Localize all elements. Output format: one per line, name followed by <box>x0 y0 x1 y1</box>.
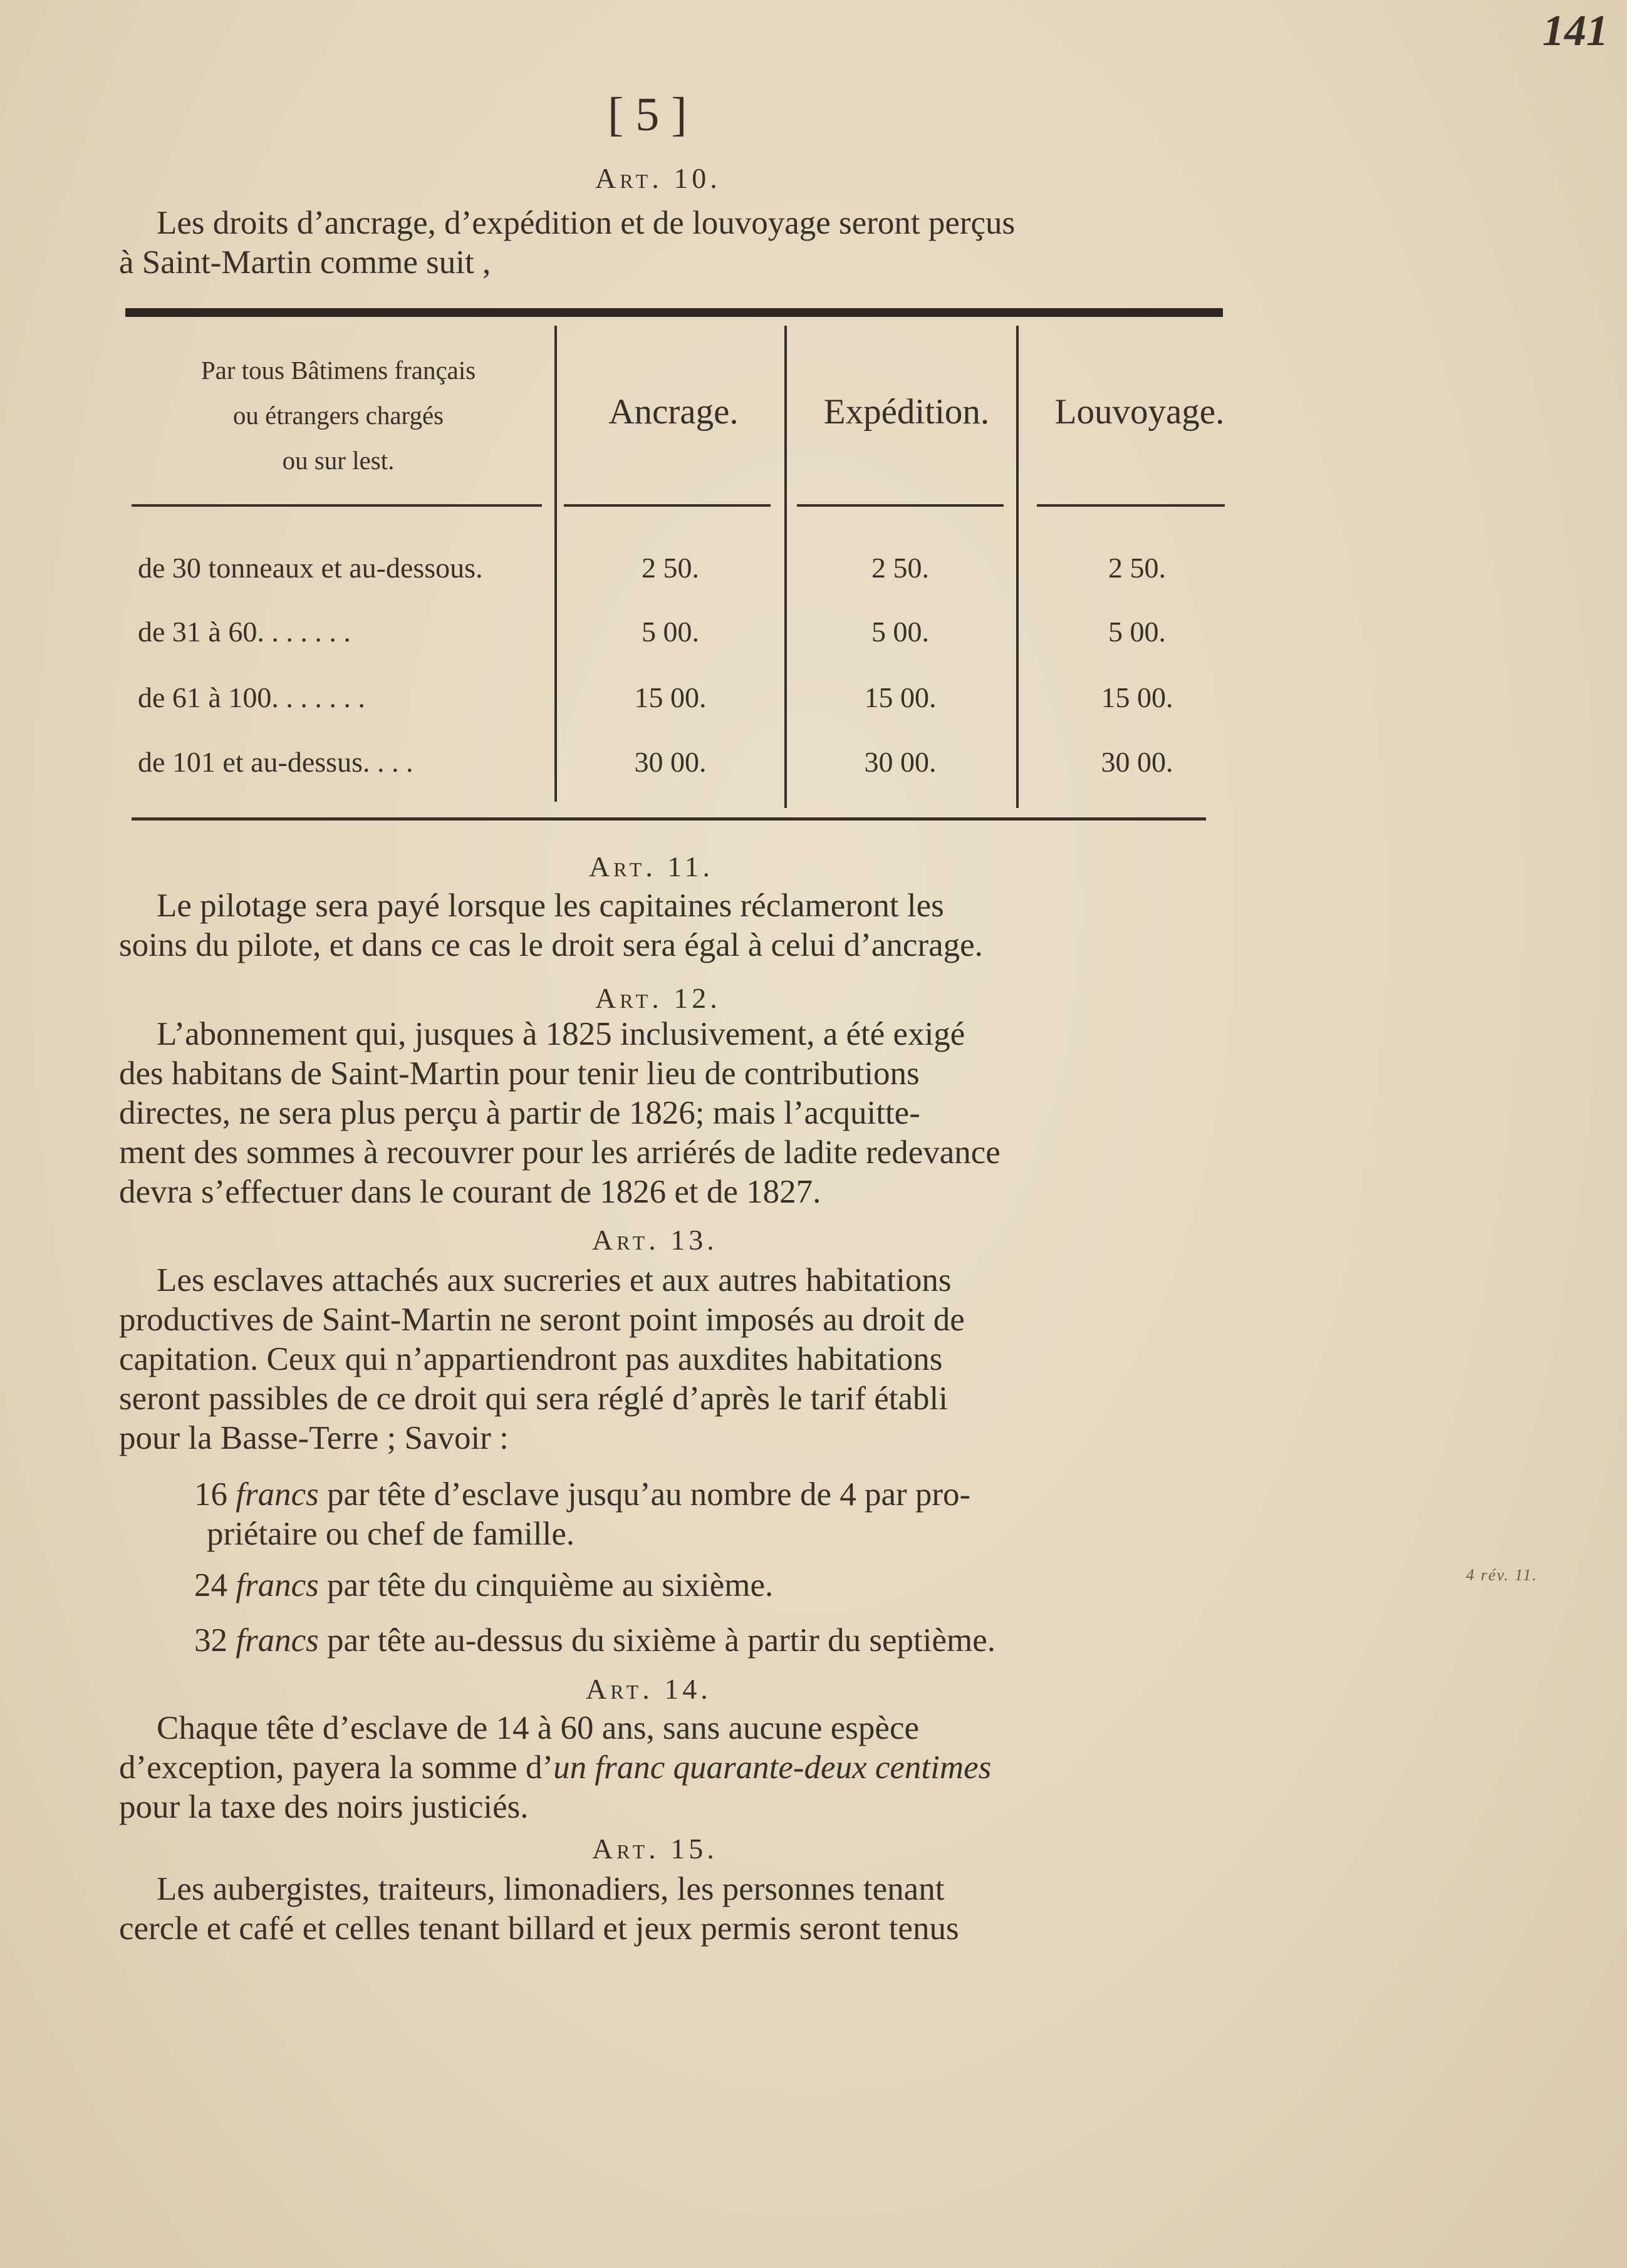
art12-text <box>119 1015 1234 1212</box>
cell-r2-expedition: 5 00. <box>871 616 929 648</box>
cell-r1-ancrage: 2 50. <box>642 552 699 584</box>
art14-line-2-start: d’exception, payera la somme d’ <box>119 1749 554 1786</box>
header-underline-3 <box>797 504 1004 507</box>
tariff-2-amount: 24 <box>194 1567 227 1603</box>
cell-r3-expedition: 15 00. <box>864 681 937 713</box>
art12-heading: Art. 12. <box>595 982 721 1014</box>
cell-r1-expedition: 2 50. <box>871 552 929 584</box>
page-number: [ 5 ] <box>608 88 687 141</box>
art13-line-5: pour la Basse-Terre ; Savoir : <box>119 1420 509 1456</box>
row-label-4: de 101 et au-dessus. . . . <box>138 746 413 778</box>
art12-line-4: ment des sommes à recouvrer pour les arriérés de ladite redevance <box>119 1134 1001 1171</box>
art12-line-1: L’abonnement qui, jusques à 1825 inclusivement, a été exigé <box>157 1016 965 1052</box>
cell-r4-ancrage: 30 00. <box>634 746 707 778</box>
tariff-2-text: par tête du cinquième au sixième. <box>318 1567 774 1603</box>
art14-line-3: pour la taxe des noirs justiciés. <box>119 1789 529 1825</box>
art13-line-4: seront passibles de ce droit qui sera réglé d’après le tarif établi <box>119 1380 949 1417</box>
header-left-line-3: ou sur lest. <box>282 446 395 475</box>
art15-text <box>119 1870 1234 1949</box>
tariff-1-text: par tête d’esclave jusqu’au nombre de 4 par pro- <box>318 1476 971 1513</box>
tariff-line-2 <box>194 1566 1234 1605</box>
cell-r2-louvoyage: 5 00. <box>1108 616 1166 648</box>
table-divider-2 <box>784 326 787 808</box>
art12-line-3: directes, ne sera plus perçu à partir de 1826; mais l’acquitte- <box>119 1095 920 1131</box>
art15-line-2: cercle et café et celles tenant billard et jeux permis seront tenus <box>119 1910 959 1947</box>
cell-r3-ancrage: 15 00. <box>634 681 707 713</box>
table-top-rule <box>125 308 1223 317</box>
art10-line-1: Les droits d’ancrage, d’expédition et de louvoyage seront perçus <box>157 205 1016 241</box>
art14-text <box>119 1709 1234 1827</box>
margin-note: 4 rév. 11. <box>1466 1566 1538 1584</box>
tariff-2-unit: francs <box>236 1567 319 1603</box>
header-left-line-2: ou étrangers chargés <box>232 401 444 430</box>
art14-line-1: Chaque tête d’esclave de 14 à 60 ans, sans aucune espèce <box>157 1710 920 1746</box>
tariff-1-continuation: priétaire ou chef de famille. <box>207 1516 575 1552</box>
tariff-line-1 <box>194 1475 1234 1554</box>
tariff-3-amount: 32 <box>194 1622 227 1659</box>
table-header-left <box>125 348 551 483</box>
art11-line-2: soins du pilote, et dans ce cas le droit sera égal à celui d’ancrage. <box>119 927 983 963</box>
art12-line-2: des habitans de Saint-Martin pour tenir lieu de contributions <box>119 1055 920 1092</box>
col-header-louvoyage: Louvoyage. <box>1054 392 1225 432</box>
col-header-expedition: Expédition. <box>823 392 990 432</box>
art12-line-5: devra s’effectuer dans le courant de 1826 et de 1827. <box>119 1174 821 1210</box>
art13-heading: Art. 13. <box>592 1224 718 1256</box>
art14-line-2 <box>119 1748 1234 1788</box>
tariff-3-unit: francs <box>236 1622 319 1659</box>
art13-line-2: productives de Saint-Martin ne seront point imposés au droit de <box>119 1302 965 1338</box>
art15-line-1: Les aubergistes, traiteurs, limonadiers, les personnes tenant <box>157 1871 945 1907</box>
header-left-line-1: Par tous Bâtimens français <box>200 356 476 385</box>
row-label-2: de 31 à 60. . . . . . . <box>138 616 351 648</box>
table-divider-1 <box>554 326 557 802</box>
table-divider-3 <box>1016 326 1019 808</box>
art13-line-1: Les esclaves attachés aux sucreries et aux autres habitations <box>157 1262 952 1298</box>
art11-text <box>119 886 1234 965</box>
row-label-3: de 61 à 100. . . . . . . <box>138 681 365 713</box>
cell-r3-louvoyage: 15 00. <box>1101 681 1173 713</box>
art11-heading: Art. 11. <box>589 851 714 883</box>
art13-line-3: capitation. Ceux qui n’appartiendront pas auxdites habitations <box>119 1341 943 1377</box>
art13-text <box>119 1261 1234 1458</box>
cell-r4-expedition: 30 00. <box>864 746 937 778</box>
tariff-3-text: par tête au-dessus du sixième à partir du septième. <box>318 1622 996 1659</box>
tariff-1-unit: francs <box>236 1476 319 1513</box>
row-label-1: de 30 tonneaux et au-dessous. <box>138 552 483 584</box>
cell-r1-louvoyage: 2 50. <box>1108 552 1166 584</box>
col-header-ancrage: Ancrage. <box>608 392 739 432</box>
art14-heading: Art. 14. <box>586 1673 712 1705</box>
art15-heading: Art. 15. <box>592 1833 718 1865</box>
header-underline-4 <box>1037 504 1225 507</box>
cell-r4-louvoyage: 30 00. <box>1101 746 1173 778</box>
art10-heading: Art. 10. <box>595 162 721 194</box>
table-bottom-rule <box>132 817 1206 821</box>
tariff-line-3 <box>194 1621 1234 1660</box>
cell-r2-ancrage: 5 00. <box>642 616 699 648</box>
folio-mark: 141 <box>1542 7 1608 55</box>
art10-text <box>119 204 1234 282</box>
header-underline-2 <box>564 504 771 507</box>
tariff-1-amount: 16 <box>194 1476 227 1513</box>
art11-line-1: Le pilotage sera payé lorsque les capitaines réclameront les <box>157 888 944 924</box>
header-underline-1 <box>132 504 542 507</box>
art10-line-2: à Saint-Martin comme suit , <box>119 244 491 281</box>
art14-line-2-italic: un franc quarante-deux centimes <box>553 1749 992 1786</box>
